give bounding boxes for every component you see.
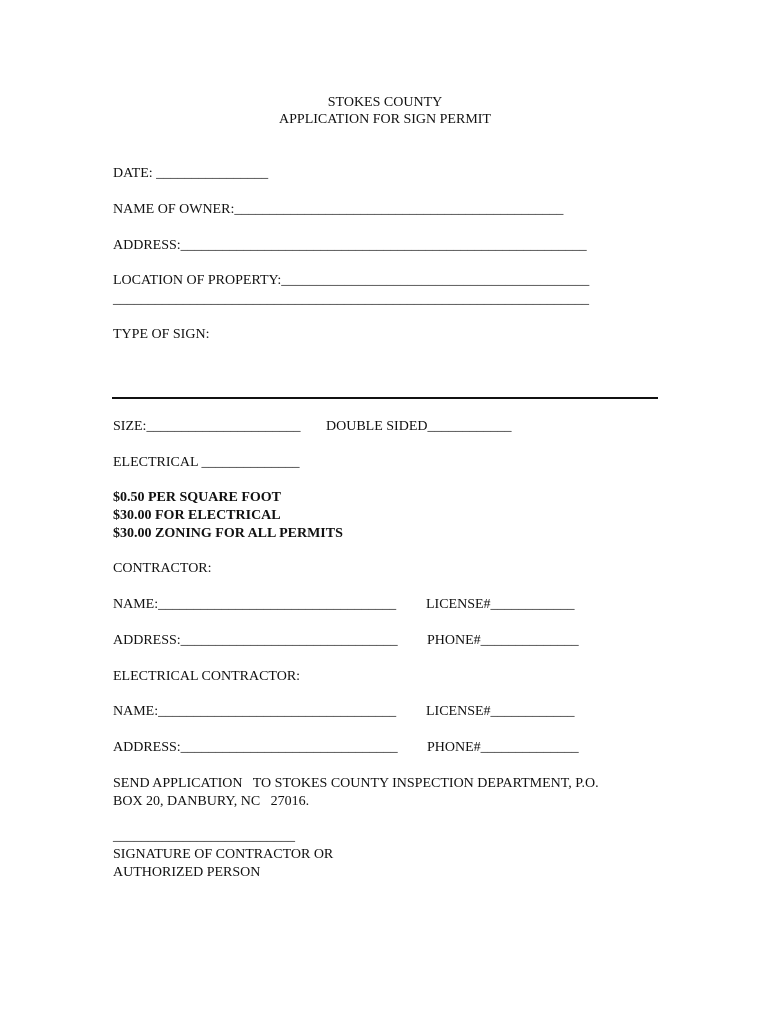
owner-name-field[interactable]: NAME OF OWNER:_______________________________________________ bbox=[113, 202, 564, 217]
signature-line[interactable]: __________________________ bbox=[113, 829, 295, 844]
property-location-field[interactable]: LOCATION OF PROPERTY:____________________________________________ bbox=[113, 273, 590, 288]
sign-type-label: TYPE OF SIGN: bbox=[113, 327, 210, 342]
electrical-field[interactable]: ELECTRICAL ______________ bbox=[113, 455, 300, 470]
electrical-contractor-address-field[interactable]: ADDRESS:_______________________________ bbox=[113, 740, 398, 755]
owner-address-field[interactable]: ADDRESS:__________________________________________________________ bbox=[113, 238, 587, 253]
contractor-name-field[interactable]: NAME:__________________________________ bbox=[113, 597, 397, 612]
contractor-license-field[interactable]: LICENSE#____________ bbox=[426, 597, 575, 612]
size-field[interactable]: SIZE:______________________ bbox=[113, 419, 301, 434]
county-heading: STOKES COUNTY bbox=[327, 95, 443, 110]
signature-label: SIGNATURE OF CONTRACTOR OR bbox=[113, 847, 334, 862]
electrical-contractor-name-field[interactable]: NAME:__________________________________ bbox=[113, 704, 397, 719]
electrical-contractor-phone-field[interactable]: PHONE#______________ bbox=[427, 740, 579, 755]
electrical-contractor-license-field[interactable]: LICENSE#____________ bbox=[426, 704, 575, 719]
property-location-continuation[interactable]: ____________________________________________________________________ bbox=[113, 292, 589, 307]
contractor-phone-field[interactable]: PHONE#______________ bbox=[427, 633, 579, 648]
contractor-address-field[interactable]: ADDRESS:_______________________________ bbox=[113, 633, 398, 648]
double-sided-field[interactable]: DOUBLE SIDED____________ bbox=[326, 419, 512, 434]
fee-zoning: $30.00 ZONING FOR ALL PERMITS bbox=[113, 526, 343, 541]
send-instructions-line2: BOX 20, DANBURY, NC 27016. bbox=[113, 794, 310, 809]
contractor-heading: CONTRACTOR: bbox=[113, 561, 212, 576]
fee-square-foot: $0.50 PER SQUARE FOOT bbox=[113, 490, 282, 505]
divider-rule bbox=[112, 397, 658, 399]
form-title: APPLICATION FOR SIGN PERMIT bbox=[279, 112, 491, 127]
fee-electrical: $30.00 FOR ELECTRICAL bbox=[113, 508, 281, 523]
signature-label-cont: AUTHORIZED PERSON bbox=[113, 865, 261, 880]
send-instructions-line1: SEND APPLICATION TO STOKES COUNTY INSPECTION DEPARTMENT, P.O. bbox=[113, 776, 599, 791]
electrical-contractor-heading: ELECTRICAL CONTRACTOR: bbox=[113, 669, 301, 684]
date-field[interactable]: DATE: ________________ bbox=[113, 166, 269, 181]
